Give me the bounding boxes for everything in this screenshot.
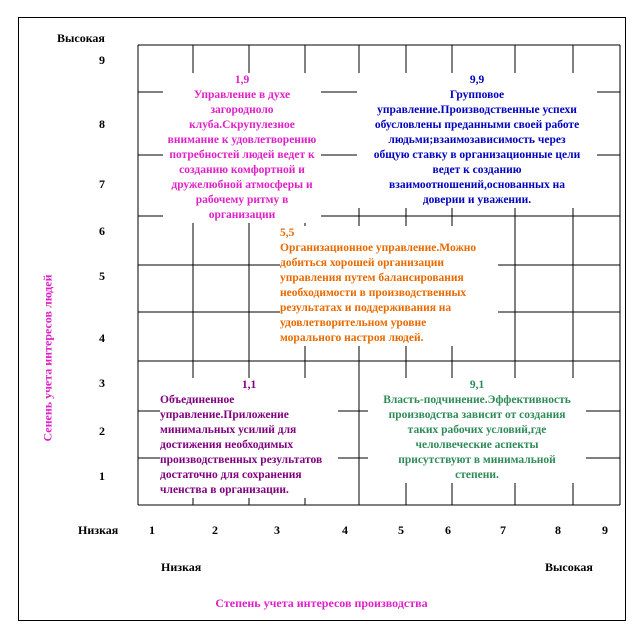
style-5-5 bbox=[280, 226, 498, 346]
x-tick-8: 8 bbox=[555, 523, 561, 537]
y-tick-6: 6 bbox=[99, 224, 105, 238]
x-tick-5: 5 bbox=[398, 523, 404, 537]
x-tick-7: 7 bbox=[500, 523, 506, 537]
style-1-9-text: Управление в духе загородноло клуба.Скрупулезное внимание к удовлетворению потребностей людей ведет к созданию комфортной и дружелюбной атмосферы и рабочему ритму в организации bbox=[167, 89, 317, 221]
style-9-9 bbox=[357, 73, 597, 208]
style-9-1 bbox=[368, 378, 586, 483]
y-tick-5: 5 bbox=[99, 269, 105, 283]
y-tick-8: 8 bbox=[99, 117, 105, 131]
style-5-5-coord: 5,5 bbox=[280, 227, 295, 239]
style-1-9 bbox=[163, 73, 321, 223]
style-9-1-text: Власть-подчинение.Эффективность производства зависит от создания таких рабочих условий,где челолвеческие аспекты присутствуют в минимальной степени. bbox=[383, 394, 571, 481]
style-9-1-coord: 9,1 bbox=[469, 379, 485, 391]
style-1-1-coord: 1,1 bbox=[241, 379, 257, 391]
style-1-1 bbox=[160, 378, 338, 498]
x-tick-4: 4 bbox=[342, 523, 348, 537]
x-tick-6: 6 bbox=[445, 523, 451, 537]
x-low-label: Низкая bbox=[161, 560, 202, 574]
x-axis-title: Степень учета интересов производства bbox=[215, 596, 428, 610]
x-tick-1: 1 bbox=[149, 523, 155, 537]
style-1-1-text: Объединенное управление.Приложение минимальных усилий для достижения необходимых производственных результатов достаточно для сохранения членства в организации. bbox=[160, 394, 323, 496]
x-low-left-label: Низкая bbox=[78, 523, 119, 537]
style-9-9-coord: 9,9 bbox=[469, 74, 485, 86]
style-9-9-text: Групповое управление.Производственные успехи обусловлены преданными своей работе людьми;взаимозависимость через общую ставку в организационные цели ведет к созданию взаимоотношений,основанных на доверии и уважении. bbox=[373, 89, 581, 206]
x-tick-2: 2 bbox=[212, 523, 218, 537]
y-tick-4: 4 bbox=[99, 331, 105, 345]
y-tick-7: 7 bbox=[99, 177, 105, 191]
style-1-9-coord: 1,9 bbox=[234, 74, 250, 86]
x-high-label: Высокая bbox=[545, 560, 593, 574]
y-tick-1: 1 bbox=[99, 469, 105, 483]
y-tick-9: 9 bbox=[99, 53, 105, 67]
y-axis-title: Сенень учета интересов людей bbox=[40, 274, 55, 442]
y-high-label: Высокая bbox=[57, 31, 105, 45]
x-tick-3: 3 bbox=[274, 523, 280, 537]
style-5-5-text: Организационное управление.Можно добиться хорошей организации управления путем балансирования необходимости в производственных результатах и поддерживания на удовлетворительном уровне морального настроя людей. bbox=[280, 242, 477, 344]
y-tick-3: 3 bbox=[99, 376, 105, 390]
y-tick-2: 2 bbox=[99, 424, 105, 438]
x-tick-9: 9 bbox=[602, 523, 608, 537]
